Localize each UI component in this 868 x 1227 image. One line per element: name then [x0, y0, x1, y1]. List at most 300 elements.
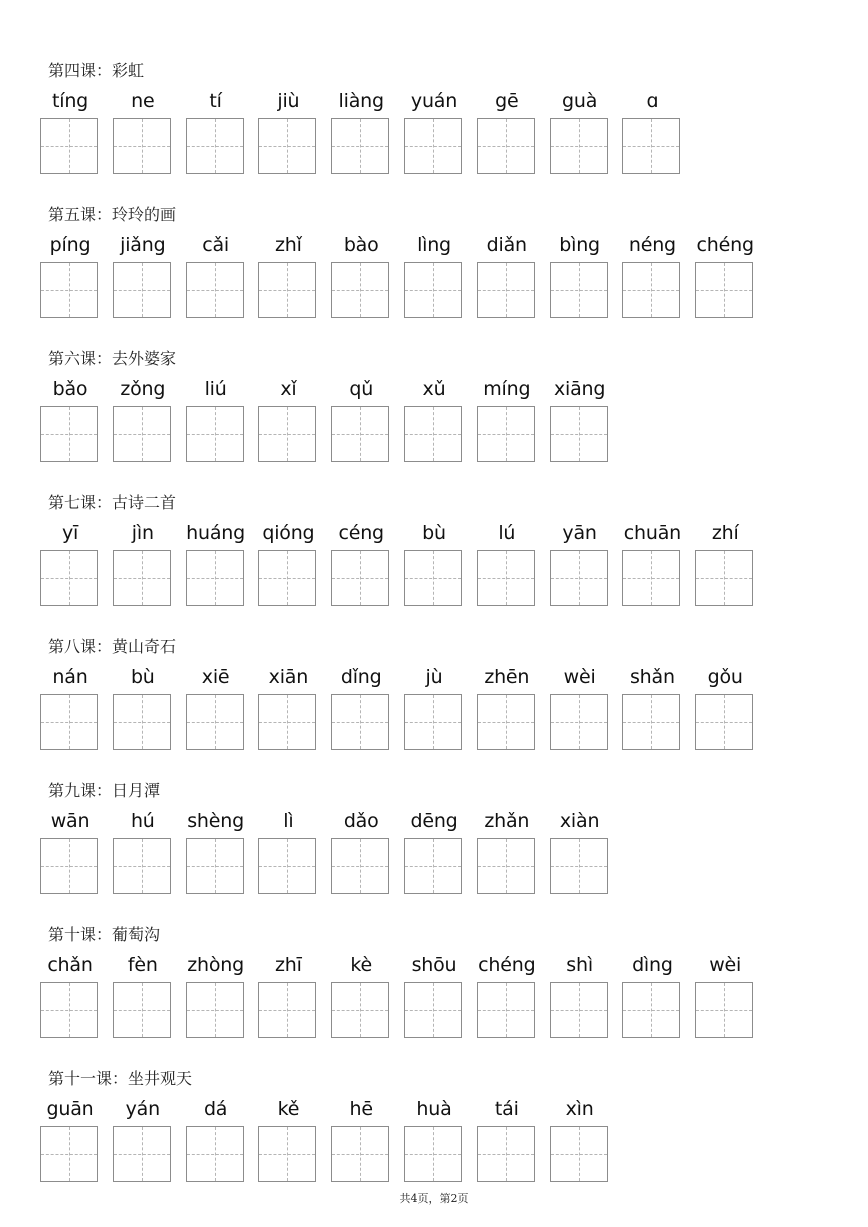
writing-grid-box[interactable] — [622, 982, 680, 1038]
writing-grid-box[interactable] — [331, 982, 389, 1038]
pinyin-row — [40, 376, 800, 476]
pinyin-label: yuán — [410, 90, 458, 112]
grid-guide-vertical — [215, 407, 216, 461]
grid-guide-vertical — [506, 839, 507, 893]
pinyin-item — [113, 952, 173, 1044]
pinyin-item — [113, 520, 173, 612]
pinyin-item — [331, 808, 391, 900]
grid-guide-vertical — [360, 263, 361, 317]
writing-grid-box[interactable] — [186, 550, 244, 606]
grid-guide-vertical — [215, 119, 216, 173]
pinyin-label: néng — [628, 234, 676, 256]
grid-guide-vertical — [579, 695, 580, 749]
grid-guide-vertical — [360, 407, 361, 461]
pinyin-label: hú — [130, 810, 155, 832]
pinyin-label: zhī — [275, 954, 302, 976]
pinyin-row — [40, 952, 800, 1052]
pinyin-label: diǎn — [486, 234, 527, 256]
pinyin-item — [477, 952, 537, 1044]
writing-grid-box[interactable] — [186, 694, 244, 750]
pinyin-item — [331, 664, 391, 756]
pinyin-item — [40, 376, 100, 468]
writing-grid-box[interactable] — [113, 262, 171, 318]
writing-grid-box[interactable] — [550, 838, 608, 894]
pinyin-label: qióng — [262, 522, 315, 544]
pinyin-item — [331, 232, 391, 324]
grid-guide-vertical — [287, 263, 288, 317]
lesson-title: 第十课：葡萄沟 — [48, 925, 161, 944]
grid-guide-vertical — [433, 119, 434, 173]
grid-guide-vertical — [69, 983, 70, 1037]
pinyin-item — [331, 1096, 391, 1188]
pinyin-label: ɑ — [646, 90, 659, 112]
writing-grid-box[interactable] — [477, 262, 535, 318]
pinyin-item — [404, 1096, 464, 1188]
pinyin-item — [477, 1096, 537, 1188]
writing-grid-box[interactable] — [331, 262, 389, 318]
writing-grid-box[interactable] — [404, 838, 462, 894]
writing-grid-box[interactable] — [40, 838, 98, 894]
grid-guide-vertical — [360, 551, 361, 605]
pinyin-label: shì — [566, 954, 593, 976]
pinyin-item — [40, 232, 100, 324]
pinyin-label: guān — [46, 1098, 94, 1120]
pinyin-label: guà — [562, 90, 598, 112]
writing-grid-box[interactable] — [477, 982, 535, 1038]
pinyin-label: ne — [131, 90, 155, 112]
page-footer: 共4页，第2页 — [399, 1192, 469, 1205]
pinyin-label: tái — [494, 1098, 519, 1120]
pinyin-label: lú — [498, 522, 516, 544]
writing-grid-box[interactable] — [113, 982, 171, 1038]
writing-grid-box[interactable] — [477, 1126, 535, 1182]
pinyin-row — [40, 664, 800, 764]
pinyin-label: liàng — [338, 90, 384, 112]
pinyin-item — [186, 808, 246, 900]
grid-guide-vertical — [579, 407, 580, 461]
writing-grid-box[interactable] — [550, 694, 608, 750]
pinyin-label: céng — [338, 522, 384, 544]
pinyin-label: bǎo — [52, 378, 88, 400]
pinyin-item — [695, 664, 755, 756]
writing-grid-box[interactable] — [550, 262, 608, 318]
grid-guide-vertical — [433, 263, 434, 317]
writing-grid-box[interactable] — [331, 1126, 389, 1182]
grid-guide-vertical — [360, 1127, 361, 1181]
writing-grid-box[interactable] — [404, 982, 462, 1038]
writing-grid-box[interactable] — [186, 1126, 244, 1182]
grid-guide-vertical — [651, 551, 652, 605]
pinyin-item — [404, 376, 464, 468]
grid-guide-vertical — [69, 407, 70, 461]
writing-grid-box[interactable] — [404, 694, 462, 750]
writing-grid-box[interactable] — [477, 694, 535, 750]
pinyin-item — [622, 520, 682, 612]
writing-grid-box[interactable] — [404, 550, 462, 606]
writing-grid-box[interactable] — [186, 118, 244, 174]
writing-grid-box[interactable] — [258, 406, 316, 462]
grid-guide-vertical — [215, 695, 216, 749]
pinyin-label: nán — [52, 666, 88, 688]
grid-guide-vertical — [69, 551, 70, 605]
writing-grid-box[interactable] — [40, 406, 98, 462]
writing-grid-box[interactable] — [258, 550, 316, 606]
writing-grid-box[interactable] — [113, 838, 171, 894]
pinyin-label: tíng — [51, 90, 89, 112]
writing-grid-box[interactable] — [550, 406, 608, 462]
pinyin-label: dá — [203, 1098, 228, 1120]
lesson-title: 第六课：去外婆家 — [48, 349, 177, 368]
pinyin-item — [622, 88, 682, 180]
pinyin-item — [550, 88, 610, 180]
lesson-title: 第八课：黄山奇石 — [48, 637, 177, 656]
writing-grid-box[interactable] — [40, 550, 98, 606]
writing-grid-box[interactable] — [331, 550, 389, 606]
grid-guide-vertical — [142, 407, 143, 461]
pinyin-item — [258, 88, 318, 180]
pinyin-label: jiǎng — [120, 234, 166, 256]
lesson-title: 第五课：玲玲的画 — [48, 205, 177, 224]
writing-grid-box[interactable] — [113, 550, 171, 606]
writing-grid-box[interactable] — [40, 694, 98, 750]
lesson-section — [40, 1068, 800, 1208]
pinyin-label: chéng — [478, 954, 536, 976]
pinyin-item — [404, 952, 464, 1044]
grid-guide-vertical — [142, 551, 143, 605]
pinyin-item — [258, 952, 318, 1044]
writing-grid-box[interactable] — [40, 982, 98, 1038]
pinyin-item — [113, 232, 173, 324]
pinyin-item — [258, 1096, 318, 1188]
grid-guide-vertical — [506, 407, 507, 461]
pinyin-item — [113, 376, 173, 468]
writing-grid-box[interactable] — [695, 262, 753, 318]
grid-guide-vertical — [433, 551, 434, 605]
writing-grid-box[interactable] — [550, 550, 608, 606]
grid-guide-vertical — [433, 695, 434, 749]
grid-guide-vertical — [506, 119, 507, 173]
pinyin-item — [695, 952, 755, 1044]
grid-guide-vertical — [724, 983, 725, 1037]
pinyin-label: shǎn — [629, 666, 675, 688]
pinyin-label: wān — [50, 810, 90, 832]
pinyin-item — [622, 664, 682, 756]
pinyin-label: chǎn — [47, 954, 93, 976]
pinyin-label: yān — [562, 522, 597, 544]
writing-grid-box[interactable] — [404, 118, 462, 174]
grid-guide-vertical — [215, 983, 216, 1037]
pinyin-label: yī — [61, 522, 79, 544]
pinyin-item — [40, 664, 100, 756]
pinyin-label: lìng — [417, 234, 451, 256]
writing-grid-box[interactable] — [331, 694, 389, 750]
writing-grid-box[interactable] — [695, 550, 753, 606]
writing-grid-box[interactable] — [622, 118, 680, 174]
writing-grid-box[interactable] — [404, 406, 462, 462]
grid-guide-vertical — [287, 119, 288, 173]
pinyin-item — [186, 664, 246, 756]
pinyin-item — [186, 88, 246, 180]
writing-grid-box[interactable] — [622, 262, 680, 318]
writing-grid-box[interactable] — [550, 118, 608, 174]
grid-guide-vertical — [142, 839, 143, 893]
pinyin-item — [40, 952, 100, 1044]
pinyin-label: wèi — [563, 666, 596, 688]
grid-guide-vertical — [142, 1127, 143, 1181]
writing-grid-box[interactable] — [258, 694, 316, 750]
grid-guide-vertical — [69, 1127, 70, 1181]
grid-guide-vertical — [579, 551, 580, 605]
lesson-section — [40, 924, 800, 1064]
writing-grid-box[interactable] — [113, 694, 171, 750]
pinyin-label: jù — [425, 666, 443, 688]
grid-guide-vertical — [215, 839, 216, 893]
grid-guide-vertical — [287, 551, 288, 605]
lesson-title: 第四课：彩虹 — [48, 61, 145, 80]
writing-grid-box[interactable] — [186, 982, 244, 1038]
pinyin-label: tí — [209, 90, 222, 112]
pinyin-label: jìn — [131, 522, 154, 544]
pinyin-label: liú — [204, 378, 227, 400]
grid-guide-vertical — [433, 407, 434, 461]
grid-guide-vertical — [433, 983, 434, 1037]
pinyin-item — [550, 232, 610, 324]
grid-guide-vertical — [69, 119, 70, 173]
pinyin-item — [186, 376, 246, 468]
pinyin-label: dǐng — [340, 666, 382, 688]
lesson-section — [40, 348, 800, 488]
grid-guide-vertical — [433, 1127, 434, 1181]
pinyin-item — [695, 232, 755, 324]
grid-guide-vertical — [287, 839, 288, 893]
pinyin-label: yán — [125, 1098, 160, 1120]
writing-grid-box[interactable] — [113, 118, 171, 174]
pinyin-item — [331, 88, 391, 180]
lesson-section — [40, 780, 800, 920]
pinyin-item — [331, 952, 391, 1044]
pinyin-label: cǎi — [202, 234, 229, 256]
grid-guide-vertical — [287, 1127, 288, 1181]
pinyin-item — [622, 952, 682, 1044]
grid-guide-vertical — [142, 983, 143, 1037]
writing-grid-box[interactable] — [113, 406, 171, 462]
pinyin-row — [40, 232, 800, 332]
writing-grid-box[interactable] — [258, 982, 316, 1038]
grid-guide-vertical — [360, 983, 361, 1037]
lesson-title: 第十一课：坐井观天 — [48, 1069, 193, 1088]
writing-grid-box[interactable] — [331, 406, 389, 462]
grid-guide-vertical — [506, 983, 507, 1037]
grid-guide-vertical — [579, 983, 580, 1037]
pinyin-item — [695, 520, 755, 612]
grid-guide-vertical — [360, 695, 361, 749]
grid-guide-vertical — [724, 551, 725, 605]
pinyin-label: lì — [283, 810, 294, 832]
pinyin-label: dǎo — [343, 810, 379, 832]
pinyin-label: zǒng — [120, 378, 166, 400]
grid-guide-vertical — [142, 695, 143, 749]
pinyin-item — [258, 808, 318, 900]
pinyin-item — [186, 520, 246, 612]
writing-grid-box[interactable] — [258, 838, 316, 894]
pinyin-label: xiān — [268, 666, 309, 688]
pinyin-item — [258, 664, 318, 756]
pinyin-label: xiàn — [559, 810, 600, 832]
pinyin-label: fèn — [127, 954, 158, 976]
pinyin-item — [258, 232, 318, 324]
pinyin-label: zhǎn — [484, 810, 530, 832]
pinyin-label: xǔ — [422, 378, 446, 400]
pinyin-label: shèng — [187, 810, 244, 832]
pinyin-label: wèi — [709, 954, 742, 976]
pinyin-item — [622, 232, 682, 324]
pinyin-label: huáng — [186, 522, 246, 544]
pinyin-item — [404, 520, 464, 612]
pinyin-item — [258, 520, 318, 612]
pinyin-label: zhēn — [484, 666, 530, 688]
grid-guide-vertical — [69, 839, 70, 893]
pinyin-label: hē — [349, 1098, 373, 1120]
grid-guide-vertical — [69, 263, 70, 317]
lesson-section — [40, 60, 800, 200]
writing-grid-box[interactable] — [477, 550, 535, 606]
writing-grid-box[interactable] — [113, 1126, 171, 1182]
pinyin-item — [404, 88, 464, 180]
writing-grid-box[interactable] — [477, 406, 535, 462]
pinyin-label: gǒu — [707, 666, 743, 688]
writing-grid-box[interactable] — [404, 1126, 462, 1182]
pinyin-label: bù — [130, 666, 155, 688]
pinyin-label: xìn — [565, 1098, 594, 1120]
pinyin-label: bìng — [559, 234, 600, 256]
grid-guide-vertical — [215, 1127, 216, 1181]
pinyin-item — [550, 376, 610, 468]
pinyin-item — [477, 664, 537, 756]
pinyin-label: chuān — [623, 522, 681, 544]
grid-guide-vertical — [215, 263, 216, 317]
writing-grid-box[interactable] — [477, 838, 535, 894]
writing-grid-box[interactable] — [331, 838, 389, 894]
pinyin-item — [258, 376, 318, 468]
pinyin-label: qǔ — [349, 378, 374, 400]
pinyin-label: zhí — [711, 522, 739, 544]
pinyin-label: gē — [495, 90, 519, 112]
grid-guide-vertical — [506, 695, 507, 749]
writing-grid-box[interactable] — [550, 982, 608, 1038]
writing-grid-box[interactable] — [186, 406, 244, 462]
pinyin-item — [477, 808, 537, 900]
pinyin-row — [40, 88, 800, 188]
grid-guide-vertical — [651, 983, 652, 1037]
pinyin-label: dēng — [410, 810, 458, 832]
writing-grid-box[interactable] — [550, 1126, 608, 1182]
pinyin-item — [186, 1096, 246, 1188]
pinyin-row — [40, 808, 800, 908]
writing-grid-box[interactable] — [477, 118, 535, 174]
pinyin-item — [186, 232, 246, 324]
pinyin-item — [113, 1096, 173, 1188]
pinyin-item — [550, 952, 610, 1044]
pinyin-item — [404, 232, 464, 324]
grid-guide-vertical — [506, 551, 507, 605]
grid-guide-vertical — [287, 983, 288, 1037]
grid-guide-vertical — [579, 119, 580, 173]
pinyin-item — [550, 808, 610, 900]
writing-grid-box[interactable] — [695, 982, 753, 1038]
grid-guide-vertical — [433, 839, 434, 893]
writing-grid-box[interactable] — [40, 1126, 98, 1182]
grid-guide-vertical — [69, 695, 70, 749]
writing-grid-box[interactable] — [258, 1126, 316, 1182]
pinyin-label: kè — [350, 954, 372, 976]
pinyin-label: jiù — [277, 90, 300, 112]
pinyin-label: shōu — [411, 954, 457, 976]
grid-guide-vertical — [215, 551, 216, 605]
pinyin-label: bù — [422, 522, 446, 544]
lesson-section — [40, 204, 800, 344]
pinyin-item — [477, 88, 537, 180]
pinyin-label: dìng — [632, 954, 673, 976]
pinyin-item — [331, 520, 391, 612]
pinyin-label: xiāng — [553, 378, 606, 400]
pinyin-item — [404, 808, 464, 900]
pinyin-item — [40, 520, 100, 612]
writing-grid-box[interactable] — [695, 694, 753, 750]
pinyin-item — [40, 1096, 100, 1188]
lesson-section — [40, 636, 800, 776]
pinyin-item — [404, 664, 464, 756]
pinyin-item — [477, 376, 537, 468]
pinyin-item — [550, 520, 610, 612]
pinyin-row — [40, 520, 800, 620]
pinyin-label: píng — [49, 234, 91, 256]
pinyin-item — [113, 664, 173, 756]
writing-grid-box[interactable] — [258, 118, 316, 174]
pinyin-item — [550, 1096, 610, 1188]
pinyin-item — [331, 376, 391, 468]
pinyin-label: huà — [416, 1098, 452, 1120]
writing-grid-box[interactable] — [40, 262, 98, 318]
grid-guide-vertical — [142, 119, 143, 173]
pinyin-label: zhòng — [187, 954, 244, 976]
writing-grid-box[interactable] — [622, 550, 680, 606]
writing-grid-box[interactable] — [404, 262, 462, 318]
pinyin-item — [40, 88, 100, 180]
grid-guide-vertical — [360, 839, 361, 893]
writing-grid-box[interactable] — [186, 262, 244, 318]
pinyin-label: xǐ — [280, 378, 297, 400]
pinyin-item — [477, 520, 537, 612]
grid-guide-vertical — [651, 695, 652, 749]
writing-grid-box[interactable] — [331, 118, 389, 174]
writing-grid-box[interactable] — [186, 838, 244, 894]
pinyin-item — [186, 952, 246, 1044]
pinyin-label: chéng — [696, 234, 754, 256]
grid-guide-vertical — [724, 263, 725, 317]
pinyin-label: xiē — [201, 666, 230, 688]
pinyin-label: míng — [483, 378, 531, 400]
writing-grid-box[interactable] — [622, 694, 680, 750]
lesson-section — [40, 492, 800, 632]
pinyin-label: bào — [343, 234, 379, 256]
writing-grid-box[interactable] — [40, 118, 98, 174]
pinyin-label: zhǐ — [275, 234, 302, 256]
writing-grid-box[interactable] — [258, 262, 316, 318]
pinyin-item — [113, 88, 173, 180]
grid-guide-vertical — [360, 119, 361, 173]
pinyin-row — [40, 1096, 800, 1196]
pinyin-label: kě — [277, 1098, 300, 1120]
